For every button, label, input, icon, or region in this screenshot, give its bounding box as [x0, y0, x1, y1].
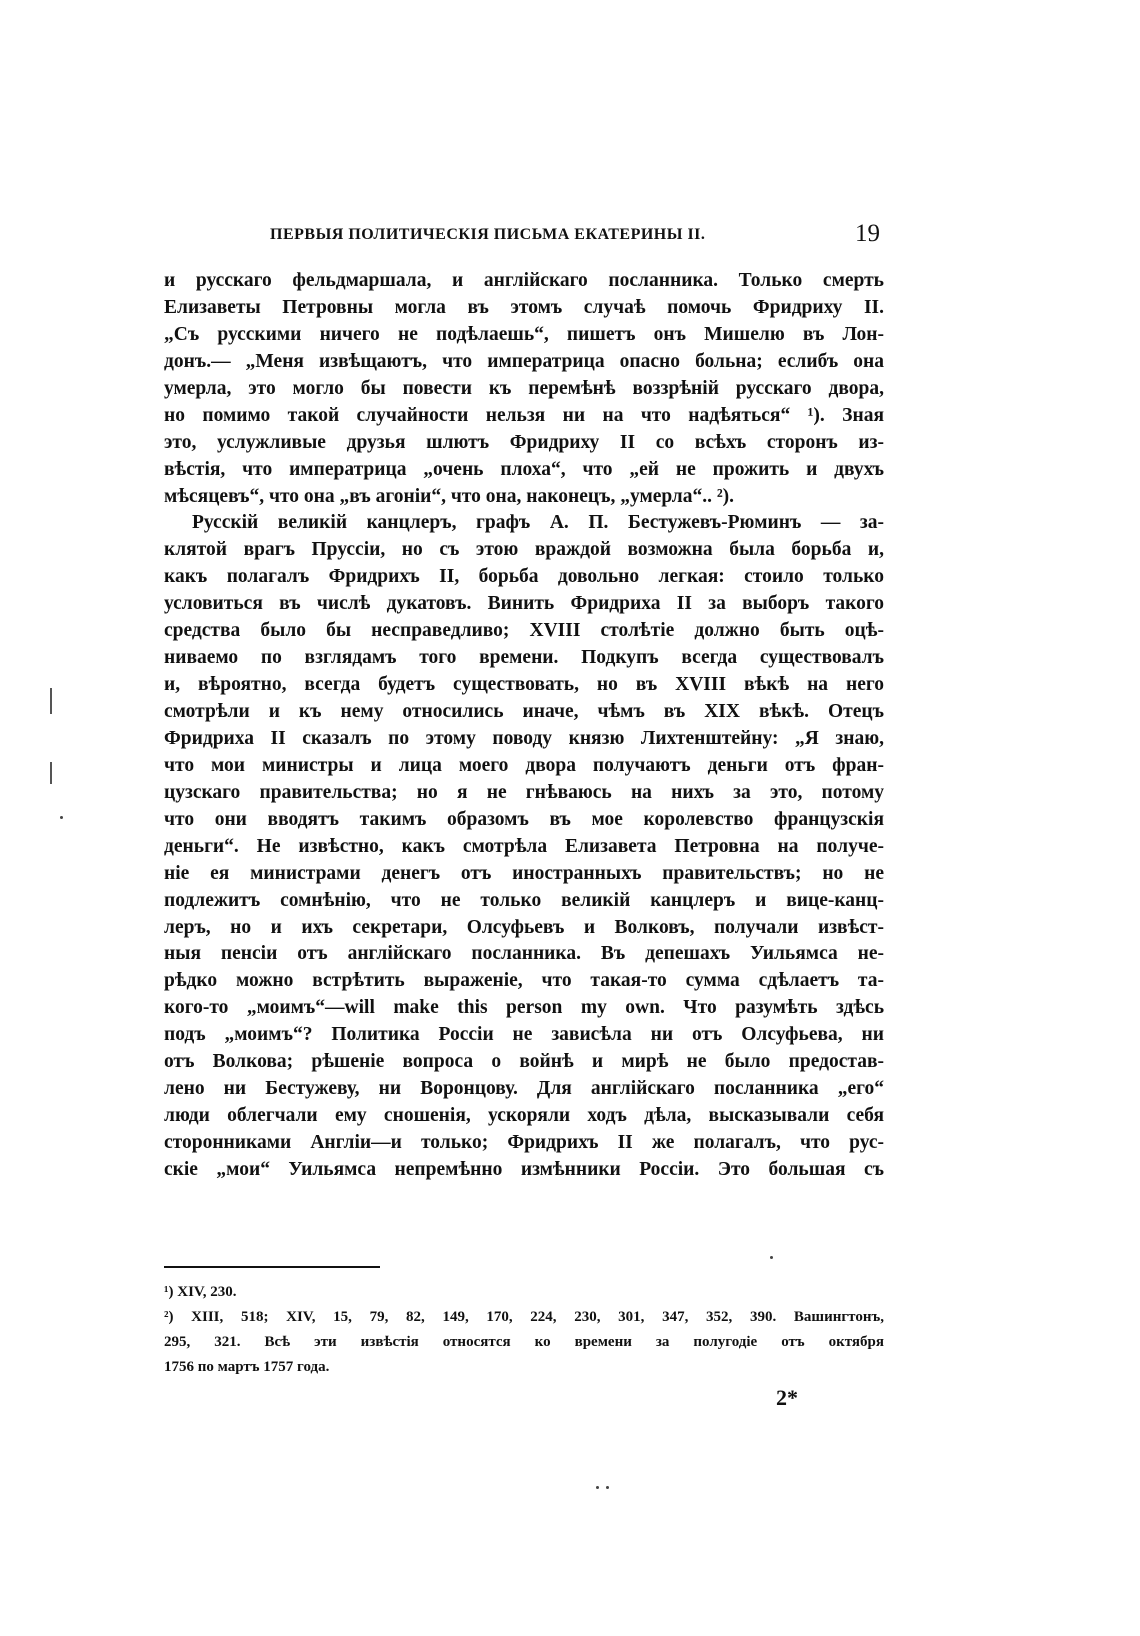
- text-line: сторонниками Англіи—и только; Фридрихъ II же полагалъ, что рус-: [164, 1132, 884, 1153]
- text-line: рѣдко можно встрѣтить выраженіе, что такая-то сумма сдѣлаетъ та-: [164, 970, 884, 992]
- text-line: цузскаго правительства; но я не гнѣваюсь на нихъ за это, потому: [164, 781, 884, 803]
- text-line: подъ „моимъ“? Политика Россіи не зависѣла ни отъ Олсуфьева, ни: [164, 1024, 884, 1046]
- text-line: и, вѣроятно, всегда будетъ существовать, но въ XVIII вѣкѣ на него: [164, 674, 884, 696]
- text-line: ніе ея министрами денегъ отъ иностранныхъ правительствъ; но не: [164, 862, 884, 884]
- text-line: деньги“. Не извѣстно, какъ смотрѣла Елизавета Петровна на получе-: [164, 835, 884, 857]
- paragraph-start-line: Русскій великій канцлеръ, графъ А. П. Бестужевъ-Рюминъ — за-: [192, 512, 884, 534]
- text-line: что мои министры и лица моего двора получаютъ деньги отъ фран-: [164, 754, 884, 776]
- scan-speck: [60, 816, 63, 819]
- text-line: смотрѣли и къ нему относились иначе, чѣмъ въ XIX вѣкѣ. Отецъ: [164, 701, 884, 722]
- scan-speck: [606, 1486, 609, 1489]
- text-line: леръ, но и ихъ секретари, Олсуфьевъ и Волковъ, получали извѣст-: [164, 916, 884, 938]
- scan-margin-mark: [50, 688, 52, 714]
- scan-speck: [770, 1256, 773, 1259]
- scan-speck: [596, 1486, 599, 1489]
- footnote-2-line: 295, 321. Всѣ эти извѣстія относятся ко времени за полугодіе отъ октября: [164, 1334, 884, 1350]
- scan-margin-mark: [50, 762, 52, 784]
- text-line: клятой врагъ Пруссіи, но съ этою враждой возможна была борьба и,: [164, 539, 884, 561]
- text-line: какъ полагалъ Фридрихъ II, борьба довольно легкая: стоило только: [164, 566, 884, 588]
- text-line: что они вводятъ такимъ образомъ въ мое королевство французскія: [164, 808, 884, 830]
- footnote-2-line: ²) XIII, 518; XIV, 15, 79, 82, 149, 170, 224, 230, 301, 347, 352, 390. Вашингтонъ,: [164, 1309, 884, 1325]
- text-line: донъ.— „Меня извѣщаютъ, что императрица опасно больна; еслибъ она: [164, 350, 884, 372]
- printer-signature-mark: 2*: [776, 1385, 798, 1410]
- page-number: 19: [855, 220, 880, 247]
- text-line: ниваемо по взглядамъ того времени. Подкупъ всегда существовалъ: [164, 647, 884, 669]
- text-line: вѣстія, что императрица „очень плоха“, что „ей не прожить и двухъ: [164, 458, 884, 480]
- text-line: умерла, это могло бы повести къ перемѣнѣ воззрѣній русскаго двора,: [164, 377, 884, 399]
- text-line: мѣсяцевъ“, что она „въ агоніи“, что она, наконецъ, „умерла“.. ²).: [164, 485, 735, 507]
- text-line: лено ни Бестужеву, ни Воронцову. Для англійскаго посланника „его“: [164, 1078, 884, 1100]
- text-line: „Съ русскими ничего не подѣлаешь“, пишетъ онъ Мишелю въ Лон-: [164, 323, 884, 345]
- text-line: это, услужливые друзья шлютъ Фридриху II со всѣхъ сторонъ из-: [164, 431, 884, 453]
- text-line: отъ Волкова; рѣшеніе вопроса о войнѣ и мирѣ не было предостав-: [164, 1051, 884, 1073]
- text-line: и русскаго фельдмаршала, и англійскаго посланника. Только смерть: [164, 270, 884, 291]
- text-line: кого-то „моимъ“—will make this person my own. Что разумѣть здѣсь: [164, 997, 884, 1019]
- text-line: люди облегчали ему сношенія, ускоряли ходъ дѣла, высказывали себя: [164, 1105, 884, 1127]
- text-line: условиться въ числѣ дукатовъ. Винить Фридриха II за выборъ такого: [164, 593, 884, 615]
- text-line: скіе „мои“ Уильямса непремѣнно измѣнники Россіи. Это большая съ: [164, 1158, 884, 1180]
- body-text: [164, 268, 884, 1184]
- text-line: средства было бы несправедливо; XVIII столѣтіе должно быть оцѣ-: [164, 620, 884, 642]
- text-line: но помимо такой случайности нельзя ни на что надѣяться“ ¹). Зная: [164, 404, 884, 426]
- text-line: подлежитъ сомнѣнію, что не только великій канцлеръ и вице-канц-: [164, 889, 884, 911]
- footnote-1: ¹) XIV, 230.: [164, 1284, 237, 1300]
- text-line: Елизаветы Петровны могла въ этомъ случаѣ помочь Фридриху II.: [164, 296, 884, 318]
- footnote-divider: [164, 1266, 380, 1268]
- footnote-2-line: 1756 по мартъ 1757 года.: [164, 1359, 330, 1375]
- text-line: ныя пенсіи отъ англійскаго посланника. Въ депешахъ Уильямса не-: [164, 943, 884, 965]
- running-title: ПЕРВЫЯ ПОЛИТИЧЕСКІЯ ПИСЬМА ЕКАТЕРИНЫ II.: [270, 226, 706, 243]
- text-line: Фридриха II сказалъ по этому поводу князю Лихтенштейну: „Я знаю,: [164, 727, 884, 749]
- footnotes: [164, 1280, 884, 1380]
- page-header: [270, 220, 880, 250]
